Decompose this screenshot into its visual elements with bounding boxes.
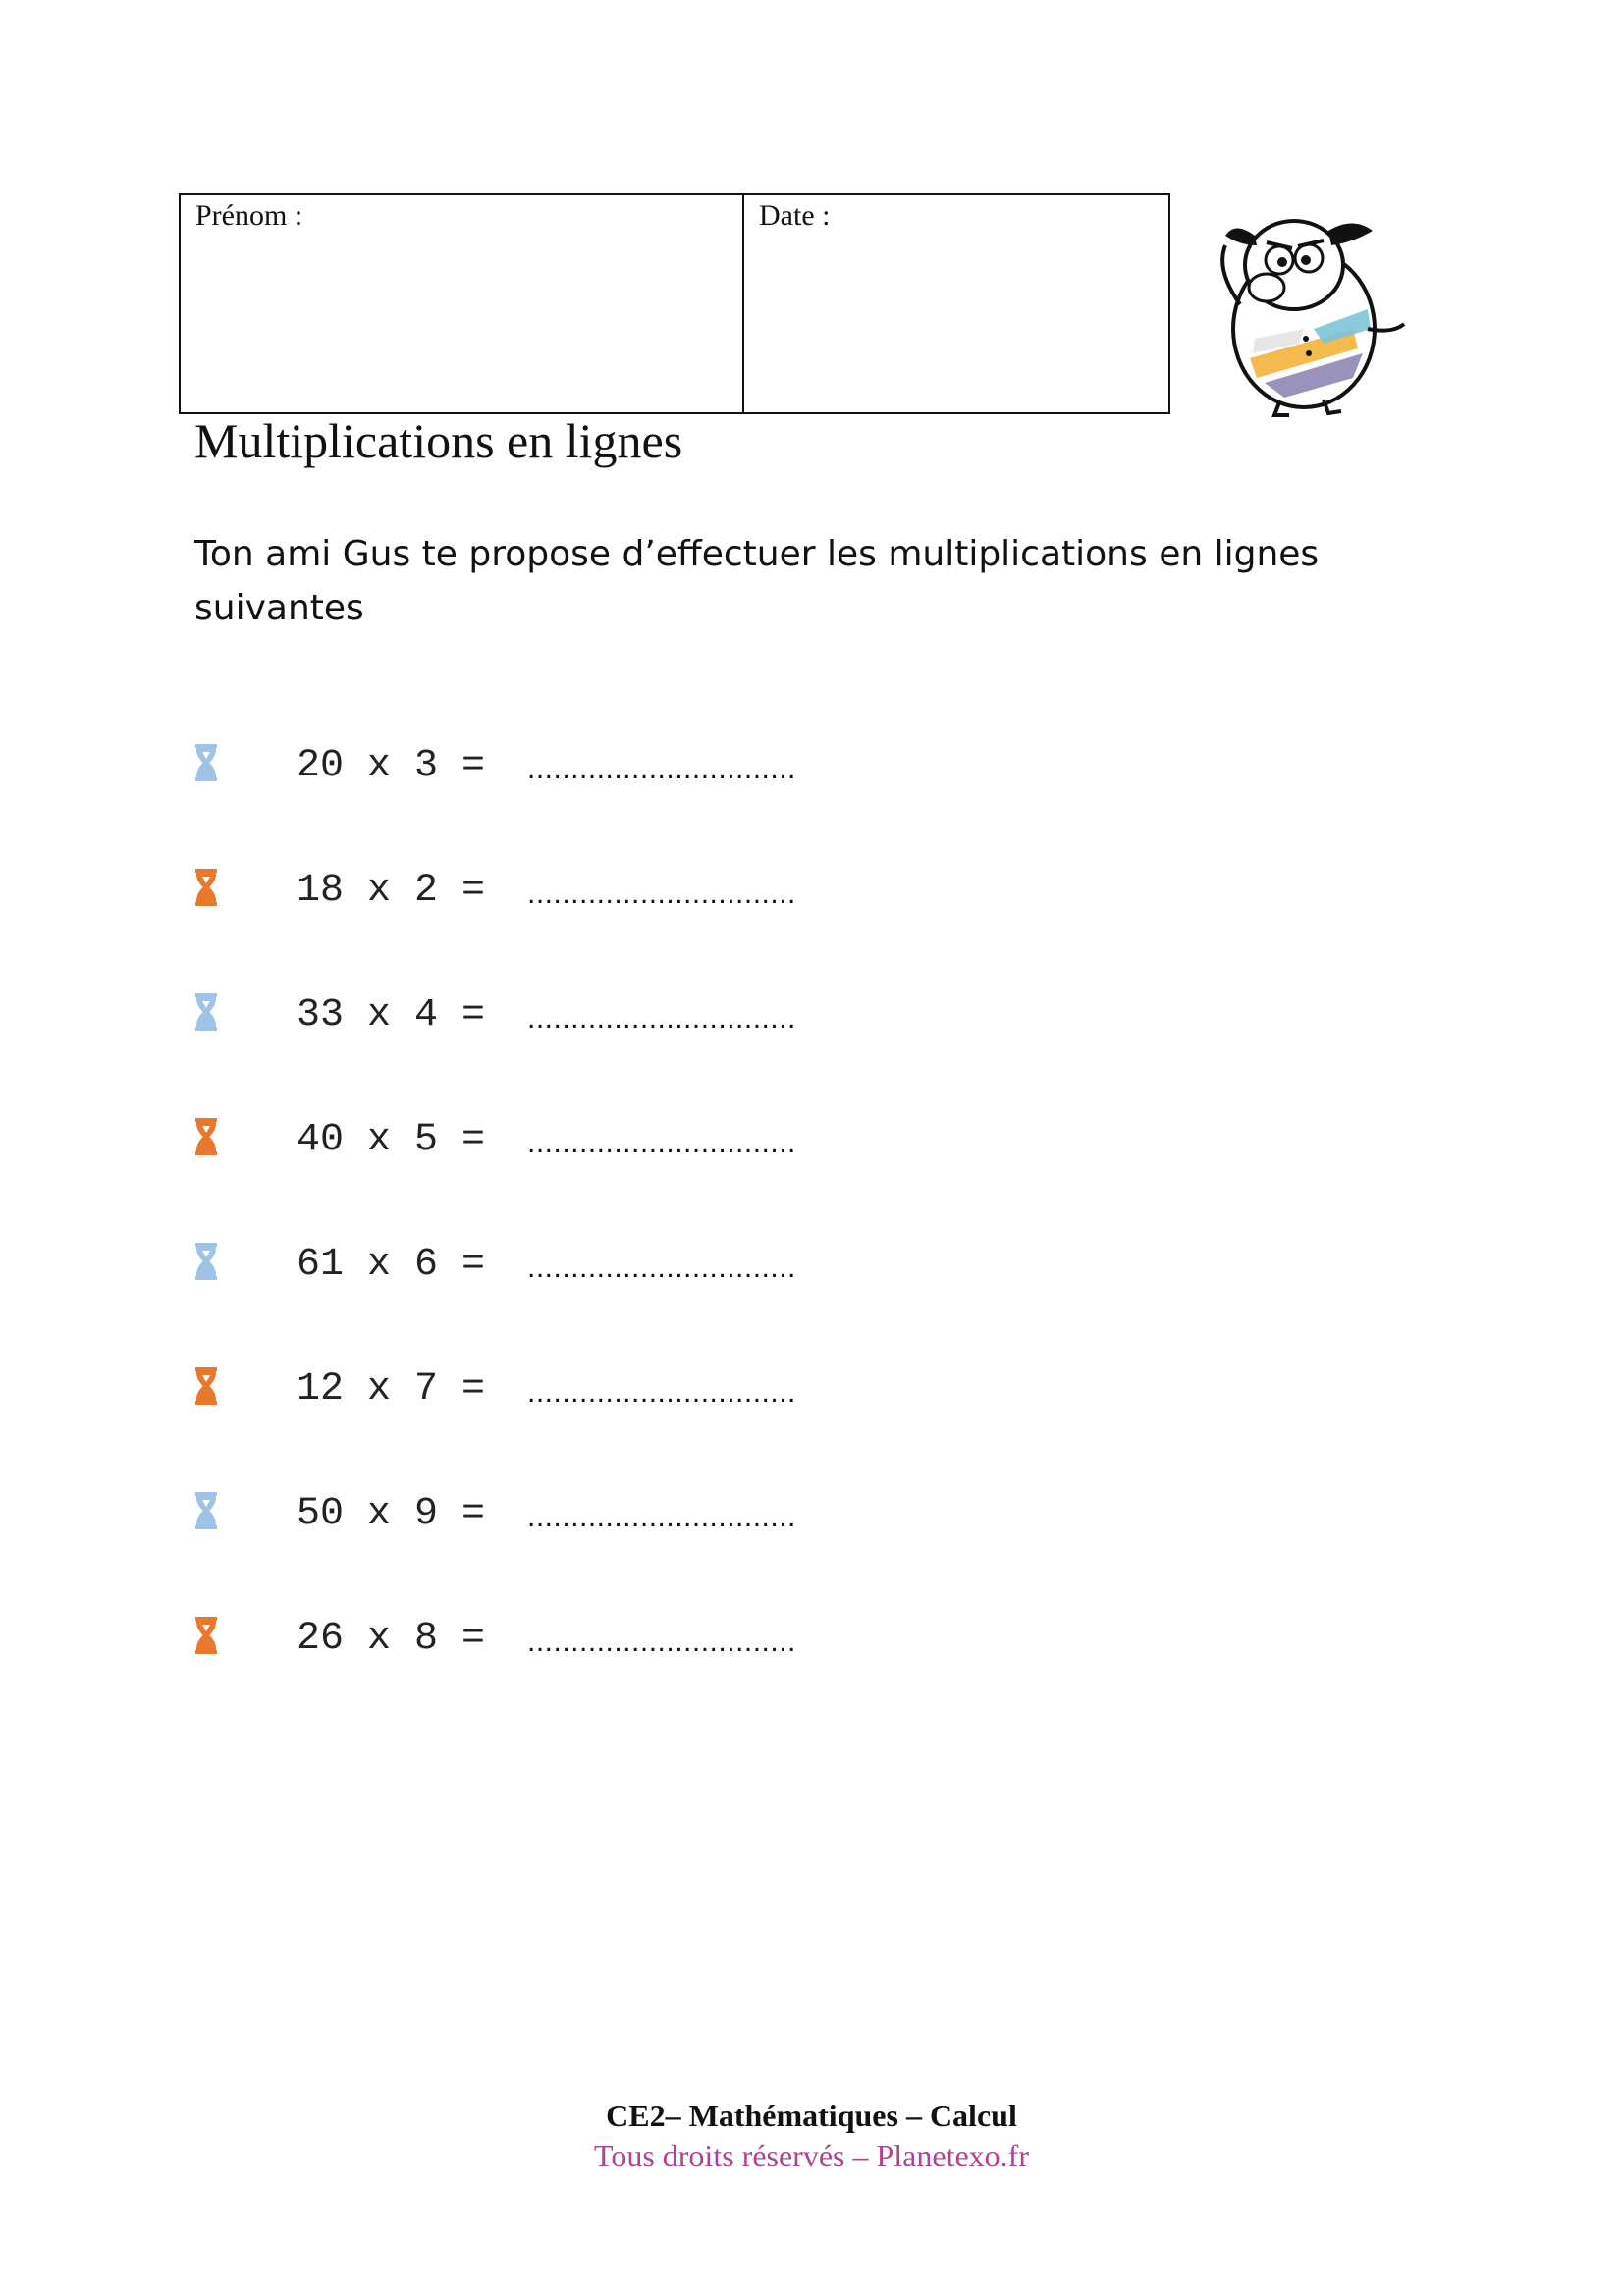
operation-text: 61 x 6 = bbox=[297, 1242, 486, 1287]
answer-field[interactable]: ............................... bbox=[527, 753, 796, 785]
name-label: Prénom : bbox=[195, 199, 303, 232]
hourglass-icon bbox=[194, 1243, 218, 1280]
date-cell[interactable] bbox=[744, 195, 1168, 412]
footer-copyright: Tous droits réservés – Planetexo.fr bbox=[594, 2138, 1029, 2173]
name-cell[interactable] bbox=[181, 195, 744, 412]
header-table bbox=[179, 193, 1170, 414]
exercise-row bbox=[194, 1360, 882, 1418]
page-title: Multiplications en lignes bbox=[194, 413, 683, 468]
answer-field[interactable]: ............................... bbox=[527, 878, 796, 910]
operation-text: 12 x 7 = bbox=[297, 1366, 486, 1412]
exercise-row bbox=[194, 1235, 882, 1294]
exercise-row bbox=[194, 1609, 882, 1668]
exercise-row bbox=[194, 861, 882, 920]
instructions-text: Ton ami Gus te propose d’effectuer les multiplications en lignes suivantes bbox=[194, 534, 1320, 628]
operation-text: 20 x 3 = bbox=[297, 743, 486, 788]
operation-text: 33 x 4 = bbox=[297, 992, 486, 1038]
exercise-row bbox=[194, 1484, 882, 1543]
hourglass-icon bbox=[194, 993, 218, 1031]
hourglass-icon bbox=[194, 1118, 218, 1155]
answer-field[interactable]: ............................... bbox=[527, 1376, 796, 1409]
answer-field[interactable]: ............................... bbox=[527, 1127, 796, 1159]
answer-field[interactable]: ............................... bbox=[527, 1626, 796, 1658]
exercise-row bbox=[194, 736, 882, 795]
exercise-row bbox=[194, 986, 882, 1044]
hourglass-icon bbox=[194, 744, 218, 781]
operation-text: 18 x 2 = bbox=[297, 868, 486, 913]
gus-mascot-illustration bbox=[1196, 191, 1412, 417]
hourglass-icon bbox=[194, 1617, 218, 1654]
operation-text: 50 x 9 = bbox=[297, 1491, 486, 1536]
answer-field[interactable]: ............................... bbox=[527, 1501, 796, 1533]
hourglass-icon bbox=[194, 1492, 218, 1529]
hourglass-icon bbox=[194, 1367, 218, 1405]
operation-text: 26 x 8 = bbox=[297, 1616, 486, 1661]
answer-field[interactable]: ............................... bbox=[527, 1002, 796, 1035]
date-label: Date : bbox=[759, 199, 831, 232]
answer-field[interactable]: ............................... bbox=[527, 1252, 796, 1284]
footer-subject: CE2– Mathématiques – Calcul bbox=[606, 2098, 1017, 2133]
exercise-row bbox=[194, 1110, 882, 1169]
hourglass-icon bbox=[194, 869, 218, 906]
operation-text: 40 x 5 = bbox=[297, 1117, 486, 1162]
